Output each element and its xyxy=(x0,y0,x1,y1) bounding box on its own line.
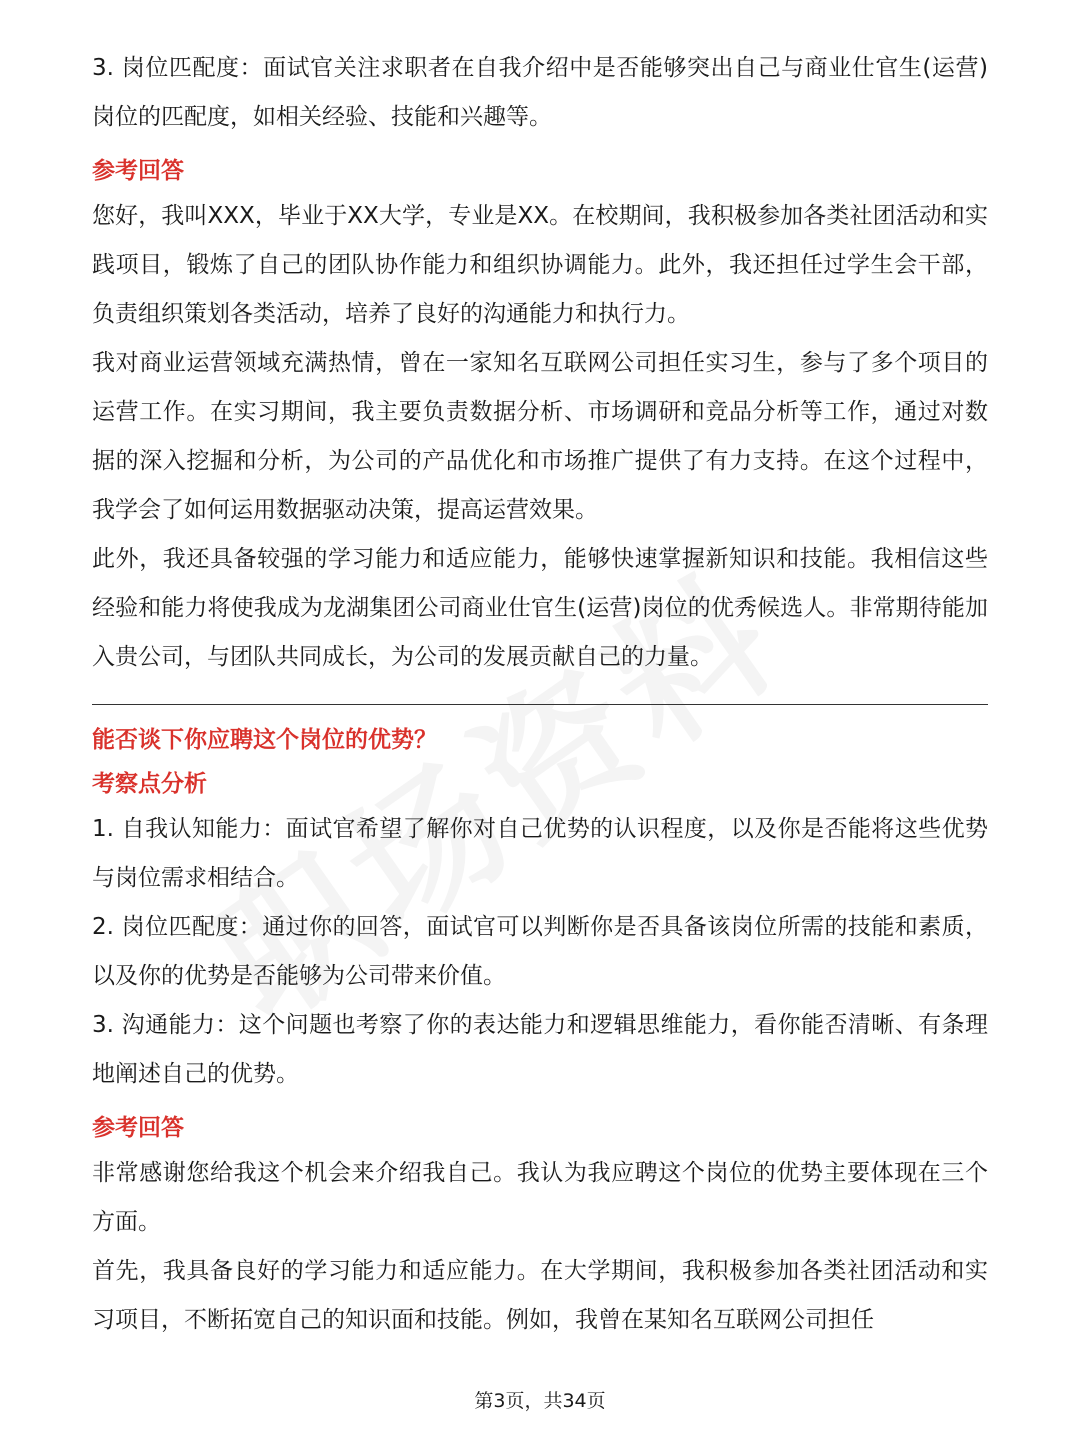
question-point-1: 1. 自我认知能力：面试官希望了解你对自己优势的认识程度，以及你是否能将这些优势与岗位需求相结合。 xyxy=(92,816,988,891)
question-point-2: 2. 岗位匹配度：通过你的回答，面试官可以判断你是否具备该岗位所需的技能和素质，以及你的优势是否能够为公司带来价值。 xyxy=(92,914,988,989)
document-page xyxy=(92,44,988,1345)
analysis-heading: 考察点分析 xyxy=(92,771,207,797)
answer-paragraph-1: 您好，我叫XXX，毕业于XX大学，专业是XX。在校期间，我积极参加各类社团活动和实践项目，锻炼了自己的团队协作能力和组织协调能力。此外，我还担任过学生会干部，负责组织策划各类活动，培养了良好的沟通能力和执行力。 xyxy=(92,203,988,327)
question-title: 能否谈下你应聘这个岗位的优势？ xyxy=(92,727,437,753)
answer-paragraph-3: 此外，我还具备较强的学习能力和适应能力，能够快速掌握新知识和技能。我相信这些经验和能力将使我成为龙湖集团公司商业仕官生(运营)岗位的优秀候选人。非常期待能加入贵公司，与团队共同成长，为公司的发展贡献自己的力量。 xyxy=(92,546,988,670)
page-number: 第3页，共34页 xyxy=(474,1390,606,1412)
section-divider xyxy=(92,704,988,705)
answer2-paragraph-1: 非常感谢您给我这个机会来介绍我自己。我认为我应聘这个岗位的优势主要体现在三个方面。 xyxy=(92,1160,988,1235)
answer-paragraph-2: 我对商业运营领域充满热情，曾在一家知名互联网公司担任实习生，参与了多个项目的运营工作。在实习期间，我主要负责数据分析、市场调研和竞品分析等工作，通过对数据的深入挖掘和分析，为公司的产品优化和市场推广提供了有力支持。在这个过程中，我学会了如何运用数据驱动决策，提高运营效果。 xyxy=(92,350,988,523)
reference-answer-heading-2: 参考回答 xyxy=(92,1115,184,1141)
analysis-point-3: 3. 岗位匹配度：面试官关注求职者在自我介绍中是否能够突出自己与商业仕官生(运营)岗位的匹配度，如相关经验、技能和兴趣等。 xyxy=(92,55,988,130)
answer2-paragraph-2: 首先，我具备良好的学习能力和适应能力。在大学期间，我积极参加各类社团活动和实习项目，不断拓宽自己的知识面和技能。例如，我曾在某知名互联网公司担任 xyxy=(92,1258,988,1333)
question-point-3: 3. 沟通能力：这个问题也考察了你的表达能力和逻辑思维能力，看你能否清晰、有条理地阐述自己的优势。 xyxy=(92,1012,988,1087)
reference-answer-heading: 参考回答 xyxy=(92,158,184,184)
